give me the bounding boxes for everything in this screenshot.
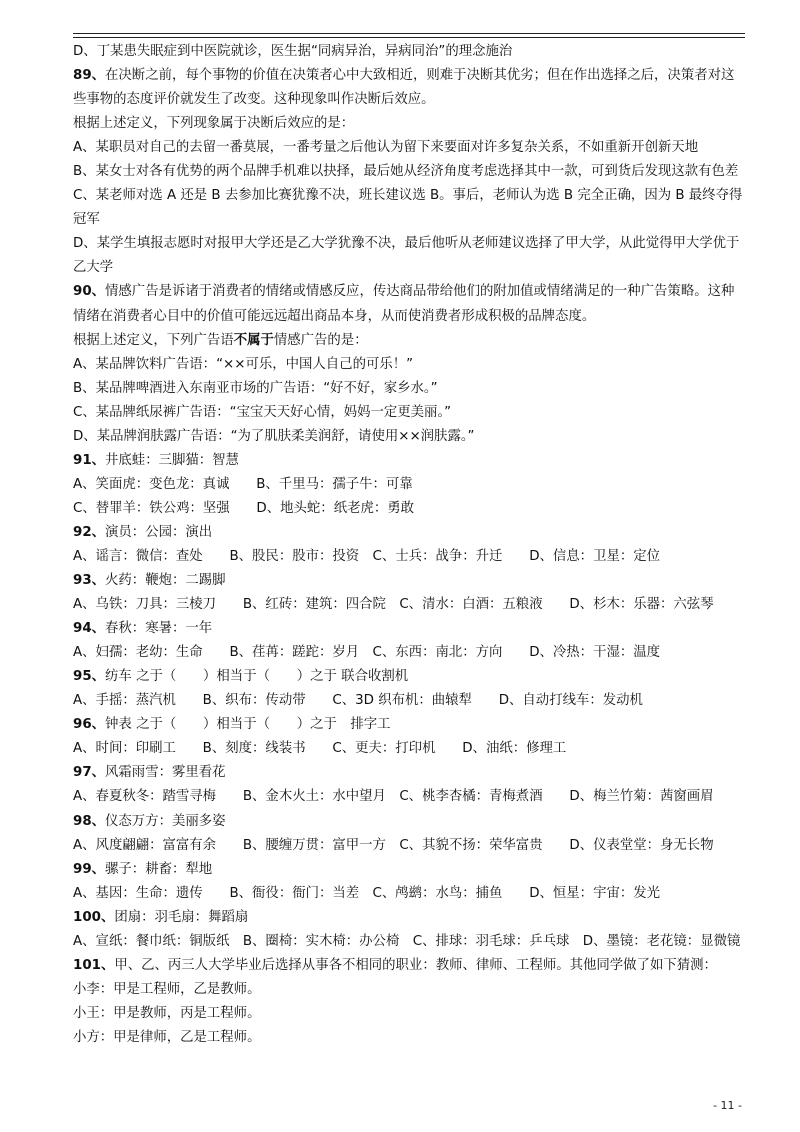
line-text: C、某老师对选 A 还是 B 去参加比赛犹豫不决，班长建议选 B。事后，老师认为选 B 完全正确，因为 B 最终夺得冠军 — [73, 188, 743, 228]
text-line — [73, 377, 747, 401]
header-rule-secondary — [73, 37, 745, 38]
line-text: 小李：甲是工程师，乙是教师。 — [73, 981, 261, 997]
text-line — [73, 425, 747, 449]
line-text: B、某女士对各有优势的两个品牌手机难以抉择，最后她从经济角度考虑选择其中一款，可到货后发现这款有色差 — [73, 164, 739, 180]
line-text: A、手摇：蒸汽机 B、织布：传动带 C、3D 织布机：曲辕犁 D、自动打线车：发动机 — [73, 693, 643, 709]
line-text: 小王：甲是教师，丙是工程师。 — [73, 1005, 261, 1021]
text-line — [73, 834, 747, 858]
line-text: 甲、乙、丙三人大学毕业后选择从事各不相同的职业：教师、律师、工程师。其他同学做了如下猜测： — [114, 957, 717, 973]
text-line — [73, 353, 747, 377]
line-text: 团扇：羽毛扇：舞蹈扇 — [114, 909, 249, 925]
line-text: C、某品牌纸尿裤广告语：“宝宝天天好心情，妈妈一定更美丽。” — [73, 404, 452, 420]
line-text: 仪态万方：美丽多姿 — [105, 813, 226, 829]
question-number: 90、 — [73, 284, 106, 300]
question-number: 100、 — [73, 909, 115, 925]
line-text: A、笑面虎：变色龙：真诚 B、千里马：孺子牛：可靠 — [73, 476, 413, 492]
line-text: D、某品牌润肤露广告语：“为了肌肤柔美润舒，请使用××润肤露。” — [73, 428, 475, 444]
text-line — [73, 761, 747, 785]
text-line — [73, 954, 747, 978]
question-number: 91、 — [73, 452, 106, 468]
line-text: 在决断之前，每个事物的价值在决策者心中大致相近，则难于决断其优劣；但在作出选择之后，决策者对这些事物的态度评价就发生了改变。这种现象叫作决断后效应。 — [73, 68, 735, 108]
line-text: A、时间：印刷工 B、刻度：线装书 C、更夫：打印机 D、油纸：修理工 — [73, 741, 567, 757]
question-number: 101、 — [73, 957, 115, 973]
text-line — [73, 689, 747, 713]
text-line — [73, 810, 747, 834]
text-line — [73, 882, 747, 906]
text-line — [73, 1026, 747, 1050]
line-text: A、谣言：微信：查处 B、股民：股市：投资 C、士兵：战争：升迁 D、信息：卫星：定位 — [73, 548, 661, 564]
text-line — [73, 40, 747, 64]
text-line — [73, 617, 747, 641]
text-line — [73, 329, 747, 353]
text-line — [73, 401, 747, 425]
question-number: 89、 — [73, 68, 106, 84]
question-number: 97、 — [73, 765, 106, 781]
line-text: A、春夏秋冬：踏雪寻梅 B、金木火土：水中望月 C、桃李杏橘：青梅煮酒 D、梅兰竹菊：茜窗画眉 — [73, 789, 714, 805]
line-text: B、某品牌啤酒进入东南亚市场的广告语：“好不好，家乡水。” — [73, 380, 438, 396]
question-number: 92、 — [73, 524, 106, 540]
text-line — [73, 713, 747, 737]
line-text: 根据上述定义，下列现象属于决断后效应的是： — [73, 116, 355, 132]
line-text: A、某品牌饮料广告语：“××可乐，中国人自己的可乐！” — [73, 356, 414, 372]
line-text: 情感广告的是： — [273, 332, 368, 348]
text-line — [73, 184, 747, 232]
line-text: 纺车 之于（ ）相当于（ ）之于 联合收割机 — [105, 669, 409, 685]
line-text: 火药：鞭炮：二踢脚 — [105, 573, 226, 589]
text-line — [73, 280, 747, 328]
header-rule — [73, 33, 745, 34]
line-text: 春秋：寒暑：一年 — [105, 621, 213, 637]
text-line — [73, 785, 747, 809]
line-text: 情感广告是诉诸于消费者的情绪或情感反应，传达商品带给他们的附加值或情绪满足的一种广告策略。这种情绪在消费者心目中的价值可能远远超出商品本身，从而使消费者形成积极的品牌态度。 — [73, 284, 735, 324]
question-number: 93、 — [73, 573, 106, 589]
question-number: 94、 — [73, 621, 106, 637]
line-text: C、替罪羊：铁公鸡：坚强 D、地头蛇：纸老虎：勇敢 — [73, 500, 415, 516]
text-line — [73, 641, 747, 665]
text-line — [73, 521, 747, 545]
text-line — [73, 64, 747, 112]
text-line — [73, 1002, 747, 1026]
text-line — [73, 737, 747, 761]
question-number: 96、 — [73, 717, 106, 733]
line-text: A、风度翩翩：富富有余 B、腰缠万贯：富甲一方 C、其貌不扬：荣华富贵 D、仪表堂堂：身无长物 — [73, 837, 714, 853]
line-text: A、宣纸：餐巾纸：铜版纸 B、圈椅：实木椅：办公椅 C、排球：羽毛球：乒乓球 D、墨镜：老花镜：显微镜 — [73, 933, 741, 949]
line-text: A、妇孺：老幼：生命 B、荏苒：蹉跎：岁月 C、东西：南北：方向 D、冷热：干湿：温度 — [73, 645, 661, 661]
emphasis-text: 不属于 — [233, 332, 274, 348]
document-body — [73, 40, 747, 1050]
question-number: 98、 — [73, 813, 106, 829]
text-line — [73, 473, 747, 497]
line-text: D、丁某患失眠症到中医院就诊，医生据“同病异治，异病同治”的理念施治 — [73, 44, 513, 59]
text-line — [73, 593, 747, 617]
text-line — [73, 136, 747, 160]
line-text: A、乌铁：刀具：三棱刀 B、红砖：建筑：四合院 C、清水：白酒：五粮液 D、杉木：乐器：六弦琴 — [73, 597, 714, 613]
line-text: 风霜雨雪：雾里看花 — [105, 765, 226, 781]
line-text: 井底蛙：三脚猫：智慧 — [105, 452, 239, 468]
text-line — [73, 545, 747, 569]
text-line — [73, 930, 747, 954]
line-text: 骡子：耕畜：犁地 — [105, 861, 213, 877]
page-number: - 11 - — [713, 1099, 742, 1112]
question-number: 95、 — [73, 669, 106, 685]
line-text: 小方：甲是律师，乙是工程师。 — [73, 1029, 261, 1045]
text-line — [73, 978, 747, 1002]
line-text: D、某学生填报志愿时对报甲大学还是乙大学犹豫不决，最后他听从老师建议选择了甲大学，从此觉得甲大学优于乙大学 — [73, 236, 740, 276]
text-line — [73, 906, 747, 930]
line-text: 钟表 之于（ ）相当于（ ）之于 排字工 — [105, 717, 391, 733]
text-line — [73, 858, 747, 882]
question-number: 99、 — [73, 861, 106, 877]
text-line — [73, 449, 747, 473]
line-text: A、基因：生命：遗传 B、衙役：衙门：当差 C、鸬鹚：水鸟：捕鱼 D、恒星：宇宙：发光 — [73, 885, 661, 901]
text-line — [73, 160, 747, 184]
line-text: 根据上述定义，下列广告语 — [73, 332, 234, 348]
text-line — [73, 112, 747, 136]
line-text: 演员：公园：演出 — [105, 524, 213, 540]
text-line — [73, 497, 747, 521]
line-text: A、某职员对自己的去留一番莫展，一番考量之后他认为留下来要面对许多复杂关系，不如重新开创新天地 — [73, 140, 699, 156]
text-line — [73, 569, 747, 593]
text-line — [73, 232, 747, 280]
text-line — [73, 665, 747, 689]
